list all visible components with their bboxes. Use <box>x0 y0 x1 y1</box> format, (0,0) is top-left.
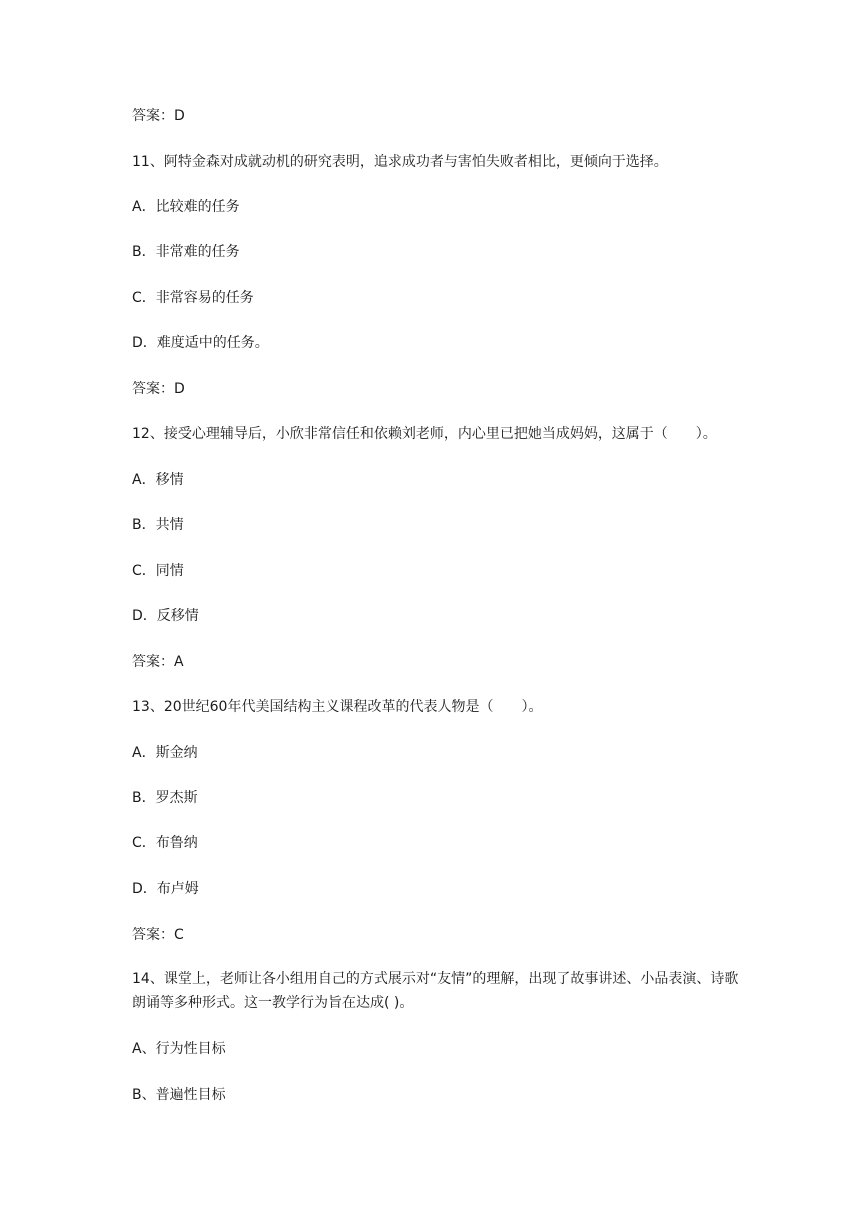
question-12: 12、接受心理辅导后，小欣非常信任和依赖刘老师，内心里已把她当成妈妈，这属于（ ）。 <box>132 426 717 442</box>
q13-option-b: B．罗杰斯 <box>132 790 198 806</box>
q12-option-d: D．反移情 <box>132 608 199 624</box>
q13-option-d: D．布卢姆 <box>132 881 199 897</box>
question-14: 14、课堂上，老师让各小组用自己的方式展示对“友情”的理解，出现了故事讲述、小品表演、诗歌朗诵等多种形式。这一教学行为旨在达成( )。 <box>132 971 739 1011</box>
q12-option-c: C．同情 <box>132 563 184 579</box>
q14-option-a: A、行为性目标 <box>132 1041 226 1057</box>
q11-option-c: C．非常容易的任务 <box>132 290 254 306</box>
answer-11: 答案：D <box>132 381 185 397</box>
q12-option-b: B．共情 <box>132 517 184 533</box>
q11-option-b: B．非常难的任务 <box>132 244 240 260</box>
question-13: 13、20世纪60年代美国结构主义课程改革的代表人物是（ ）。 <box>132 699 543 715</box>
question-11: 11、阿特金森对成就动机的研究表明，追求成功者与害怕失败者相比，更倾向于选择。 <box>132 154 668 170</box>
q11-option-d: D．难度适中的任务。 <box>132 335 269 351</box>
q11-option-a: A．比较难的任务 <box>132 199 240 215</box>
q13-option-c: C．布鲁纳 <box>132 835 198 851</box>
q13-option-a: A．斯金纳 <box>132 745 198 761</box>
answer-13: 答案：C <box>132 927 184 943</box>
q12-option-a: A．移情 <box>132 472 184 488</box>
q14-option-b: B、普遍性目标 <box>132 1087 226 1103</box>
answer-10: 答案：D <box>132 108 185 124</box>
answer-12: 答案：A <box>132 654 184 670</box>
